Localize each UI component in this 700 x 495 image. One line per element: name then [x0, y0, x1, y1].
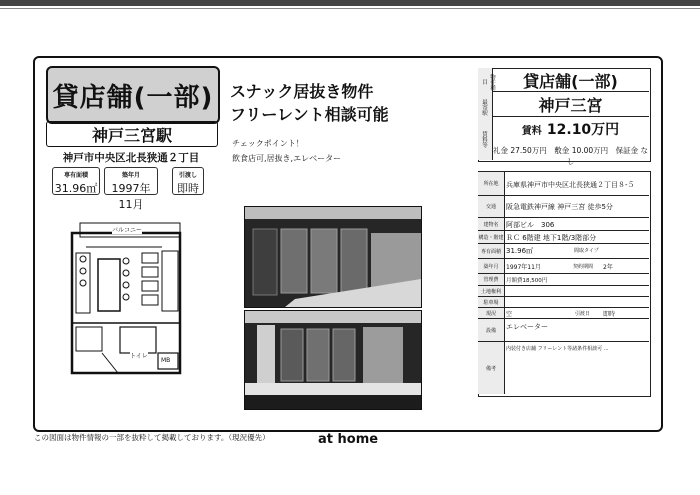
- rent-label: 賃料: [521, 126, 542, 137]
- detail-value-remarks: 内装付き店舗 フリーレント等諸条件相談可 ...: [506, 346, 609, 352]
- brand-logo: at home: [318, 432, 379, 447]
- detail-value-built: 1997年11月: [506, 264, 541, 271]
- summary-costs: 礼金 27.50万円 敷金 10.00万円 保証金 なし: [492, 146, 649, 166]
- detail-label-built: 築年月: [478, 259, 505, 273]
- summary-divider: [492, 116, 649, 117]
- stat-area-value: 31.96㎡: [54, 182, 98, 195]
- detail-value-equipment: エレベーター: [506, 323, 548, 331]
- detail-layout-label: 間取タイプ: [574, 248, 599, 254]
- detail-value-access: 阪急電鉄神戸線 神戸三宮 徒歩5分: [506, 203, 613, 211]
- detail-contract-label: 契約期間: [573, 264, 594, 270]
- catch-line-2: フリーレント相談可能: [230, 105, 389, 124]
- detail-value-area: 31.96㎡: [506, 247, 534, 255]
- stat-handover-label: 引渡し: [178, 172, 197, 179]
- interior-photo-1: [244, 206, 422, 308]
- summary-label-rent: 賃料等: [481, 130, 487, 148]
- page-edge-bar: [0, 0, 700, 6]
- detail-label-structure: 構造・階建: [478, 231, 505, 243]
- detail-value-location: 兵庫県神戸市中央区北長狭通２丁目８-５: [506, 181, 635, 189]
- detail-value-structure: ＲＣ 6階建 地下1階/3階部分: [506, 234, 597, 242]
- page-top-line: [0, 8, 700, 9]
- rent-value: 12.10万円: [546, 122, 620, 138]
- detail-label-location: 所在地: [478, 172, 505, 195]
- interior-photo-2: [244, 310, 422, 410]
- summary-rent: [492, 119, 649, 139]
- stat-built-value: 1997年11月: [111, 182, 151, 211]
- detail-label-building: 建物名: [478, 218, 505, 230]
- stat-handover: [172, 167, 204, 195]
- detail-contract-value: 2年: [603, 264, 613, 271]
- summary-label-station: 最寄駅: [481, 98, 487, 116]
- detail-handover-label: 引渡日: [575, 311, 591, 317]
- summary-label-type: 物件種目: [481, 73, 495, 91]
- detail-label-equipment: 設備: [478, 319, 505, 341]
- detail-handover-value: 即時: [603, 311, 616, 318]
- detail-value-building: 阿部ビル 306: [506, 221, 555, 229]
- floor-plan: [62, 215, 202, 380]
- detail-label-parking: 駐車場: [478, 297, 505, 307]
- checkpoint-text: 飲食店可,居抜き,エレベーター: [232, 154, 342, 163]
- property-type-title: 貸店舗(一部): [46, 66, 220, 124]
- detail-value-status: 空: [506, 311, 513, 318]
- detail-label-access: 交通: [478, 196, 505, 217]
- station-title: 神戸三宮駅: [46, 121, 218, 147]
- stat-built-label: 築年月: [121, 172, 140, 179]
- balcony-label: バルコニー: [112, 227, 143, 234]
- address-line: 神戸市中央区北長狭通２丁目: [62, 152, 200, 164]
- detail-value-mgmt: 月額費18,500円: [506, 278, 548, 284]
- detail-label-remarks: 備考: [478, 342, 505, 394]
- detail-label-mgmt: 管理費: [478, 274, 505, 285]
- checkpoint-title: チェックポイント！: [232, 139, 304, 148]
- detail-label-land: 土地権利: [478, 286, 505, 296]
- stat-area: [52, 167, 100, 195]
- detail-label-area: 専有面積: [478, 244, 505, 258]
- stat-built: [104, 167, 158, 211]
- toilet-label: トイレ: [130, 353, 148, 360]
- stat-area-label: 専有面積: [63, 172, 88, 179]
- catch-line-1: スナック居抜き物件: [230, 82, 374, 101]
- mb-label: MB: [161, 357, 171, 364]
- footer-note: この図面は物件情報の一部を抜粋して掲載しております。（現況優先）: [34, 433, 270, 442]
- summary-station: 神戸三宮: [538, 95, 603, 115]
- detail-label-status: 現況: [478, 308, 505, 318]
- summary-type: 貸店舗(一部): [523, 71, 618, 91]
- stat-handover-value: 即時: [177, 182, 199, 195]
